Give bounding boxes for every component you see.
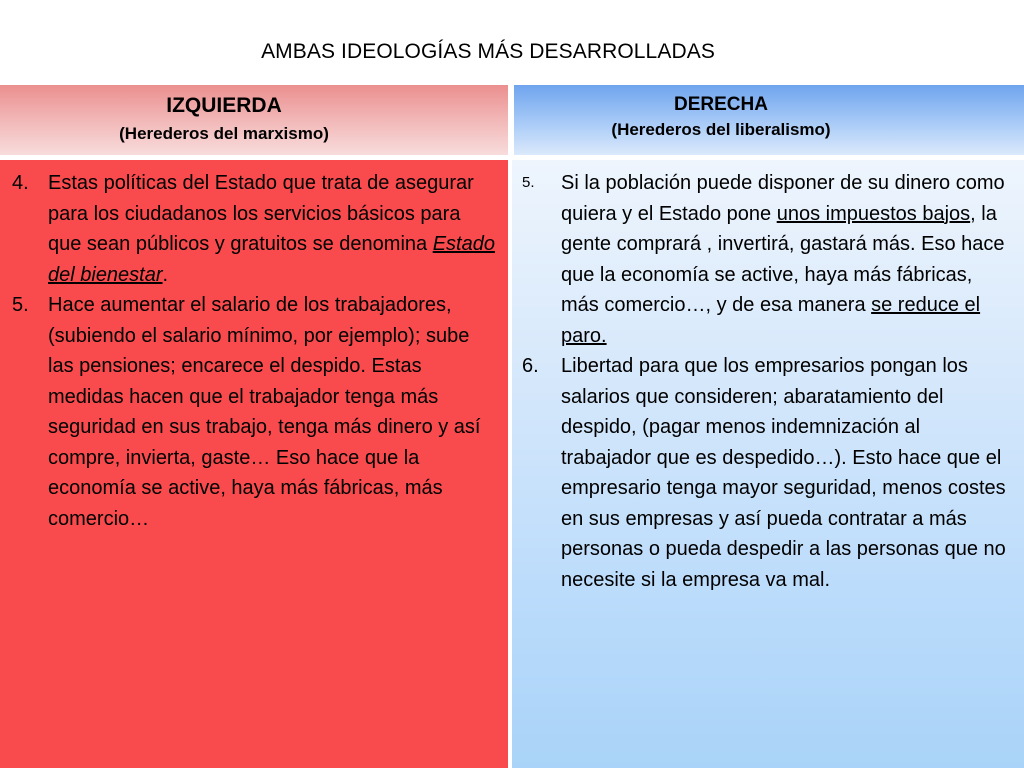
item-number: 5. xyxy=(522,174,535,191)
left-column-subtitle: (Herederos del marxismo) xyxy=(119,124,329,143)
slide-title: AMBAS IDEOLOGÍAS MÁS DESARROLLADAS xyxy=(261,40,715,63)
right-column-header xyxy=(514,85,1024,155)
item-text: Si la población puede disponer de su dinero como quiera y el Estado pone xyxy=(561,172,1005,225)
right-column-subtitle: (Herederos del liberalismo) xyxy=(611,120,831,139)
item-text: Libertad para que los empresarios pongan los salarios que consideren; abaratamiento del despido, (pagar menos indemnización al trabajador que es despedido…). Esto hace que el empresario tenga mayor seguridad, menos costes en sus empresas y así pueda contratar a más personas o pueda despedir a las personas que no necesite si la empresa va mal. xyxy=(561,355,1006,591)
left-column-body xyxy=(0,157,510,768)
item-number: 6. xyxy=(522,355,539,377)
item-emphasis: se reduce el paro. xyxy=(561,294,981,347)
item-text: . xyxy=(162,263,169,286)
item-text: Hace aumentar el salario de los trabajadores, (subiendo el salario mínimo, por ejemplo); sube las pensiones; encarece el despido. Estas medidas hacen que el trabajador tenga más seguridad en sus trabajo, tenga más dinero y así compre, invierta, gaste… Eso hace que la economía se active, haya más fábricas, más comercio… xyxy=(48,294,481,530)
item-text: , la gente comprará , invertirá, gastará más. Eso hace que la economía se active, haya más fábricas, más comercio…, y de esa manera xyxy=(561,202,1005,316)
item-emphasis: unos impuestos bajos xyxy=(776,202,971,225)
item-number: 5. xyxy=(12,294,29,316)
item-number: 4. xyxy=(12,172,29,194)
right-column-body xyxy=(512,157,1024,768)
left-column-title: IZQUIERDA xyxy=(166,94,282,117)
right-column-title: DERECHA xyxy=(674,94,768,115)
list-item xyxy=(522,168,1012,351)
list-item xyxy=(522,351,1012,595)
left-column-header xyxy=(0,85,508,155)
item-emphasis: Estado del bienestar xyxy=(48,233,495,286)
item-text: Estas políticas del Estado que trata de asegurar para los ciudadanos los servicios básicos para que sean públicos y gratuitos se denomina xyxy=(48,172,474,255)
list-item xyxy=(12,290,498,534)
list-item xyxy=(12,168,498,290)
